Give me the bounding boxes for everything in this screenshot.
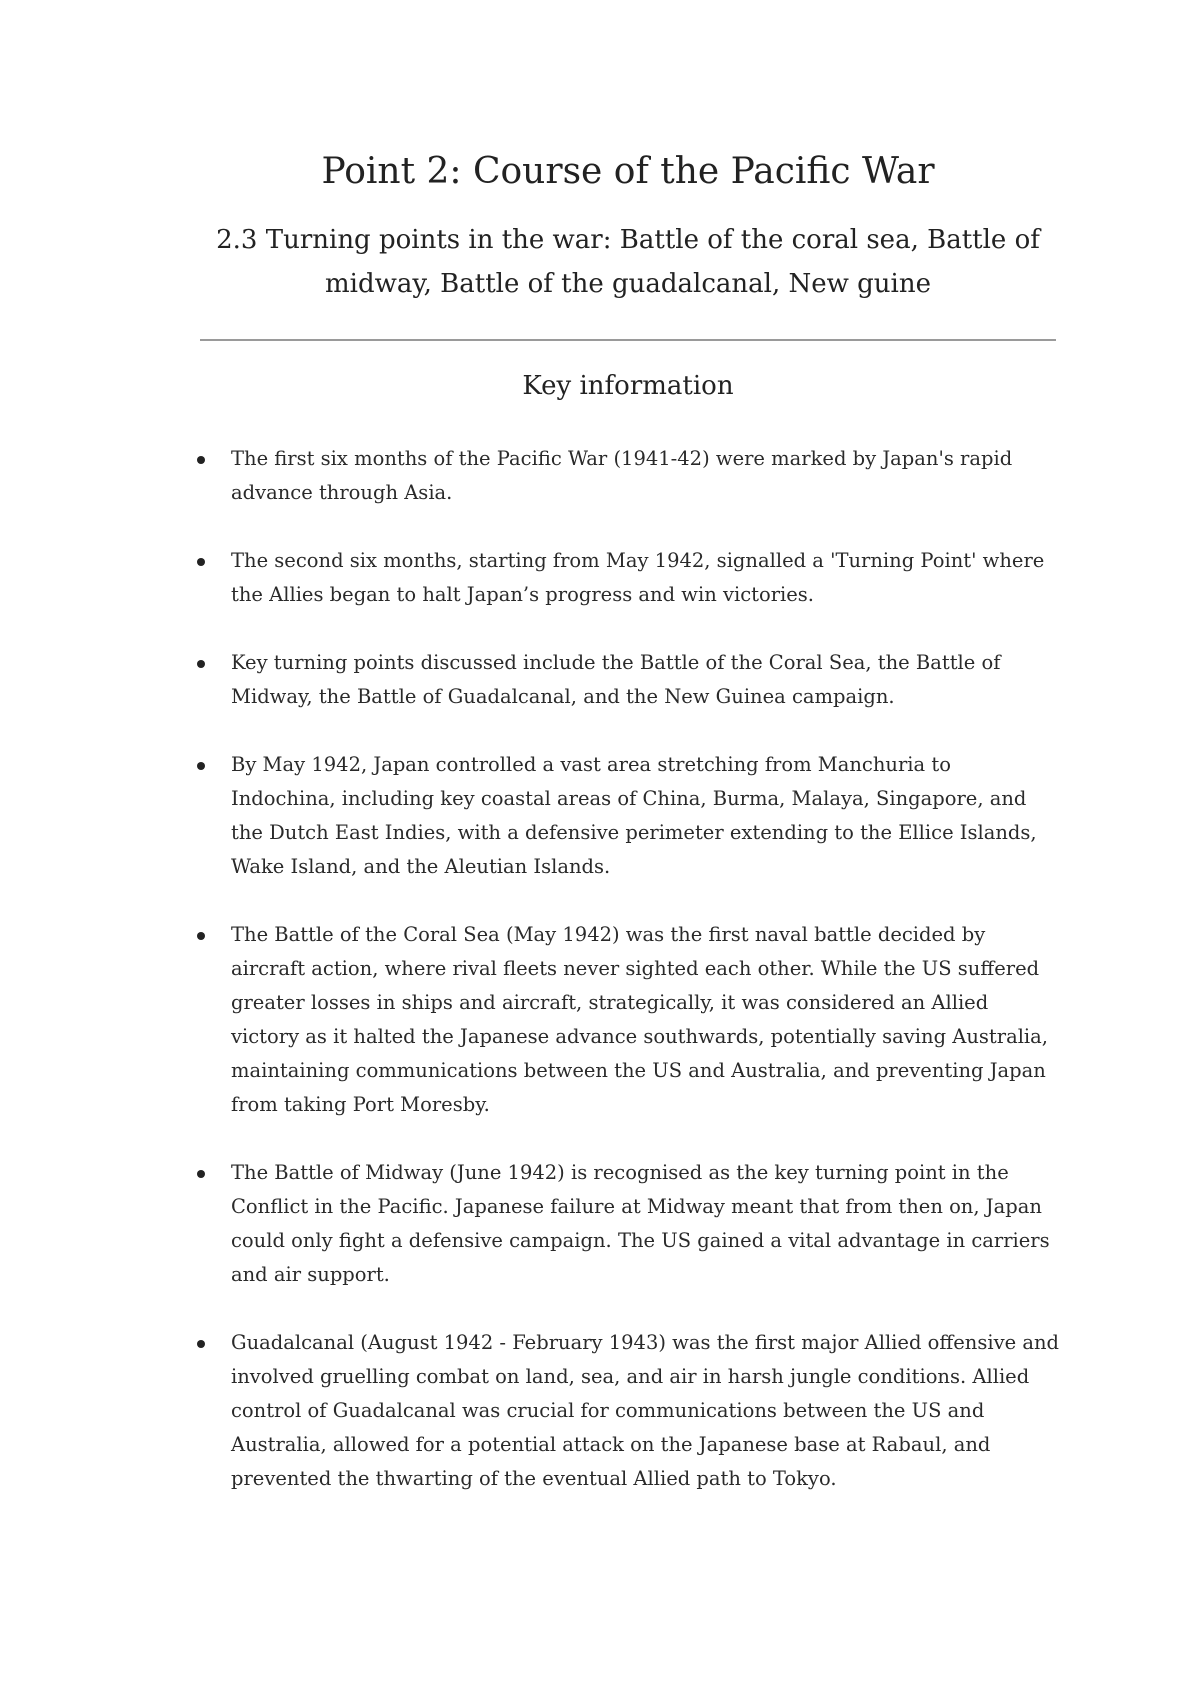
- list-item: [200, 442, 1060, 510]
- list-item: [200, 918, 1060, 1122]
- list-item: [200, 1156, 1060, 1292]
- key-information-list: [200, 442, 1060, 1530]
- horizontal-divider: [200, 339, 1056, 341]
- list-item-text: The first six months of the Pacific War (1941-42) were marked by Japan's rapid advance through Asia.: [231, 447, 1013, 504]
- section-heading: Key information: [522, 371, 734, 401]
- bullet-icon: [197, 660, 205, 668]
- list-item: [200, 544, 1060, 612]
- bullet-icon: [197, 558, 205, 566]
- bullet-icon: [197, 932, 205, 940]
- bullet-icon: [197, 1340, 205, 1348]
- list-item-text: Key turning points discussed include the Battle of the Coral Sea, the Battle of Midway, the Battle of Guadalcanal, and the New Guinea campaign.: [231, 651, 1001, 708]
- list-item-text: Guadalcanal (August 1942 - February 1943) was the first major Allied offensive and involved gruelling combat on land, sea, and air in harsh jungle conditions. Allied control of Guadalcanal was crucial for communications between the US and Australia, allowed for a potential attack on the Japanese base at Rabaul, and prevented the thwarting of the eventual Allied path to Tokyo.: [231, 1331, 1059, 1490]
- bullet-icon: [197, 762, 205, 770]
- bullet-icon: [197, 1170, 205, 1178]
- list-item-text: The Battle of the Coral Sea (May 1942) was the first naval battle decided by aircraft action, where rival fleets never sighted each other. While the US suffered greater losses in ships and aircraft, strategically, it was considered an Allied victory as it halted the Japanese advance southwards, potentially saving Australia, maintaining communications between the US and Australia, and preventing Japan from taking Port Moresby.: [231, 923, 1048, 1116]
- list-item-text: The second six months, starting from May 1942, signalled a 'Turning Point' where the Allies began to halt Japan’s progress and win victories.: [231, 549, 1045, 606]
- list-item-text: By May 1942, Japan controlled a vast area stretching from Manchuria to Indochina, including key coastal areas of China, Burma, Malaya, Singapore, and the Dutch East Indies, with a defensive perimeter extending to the Ellice Islands, Wake Island, and the Aleutian Islands.: [231, 753, 1037, 878]
- page-title: Point 2: Course of the Pacific War: [321, 151, 935, 192]
- list-item: [200, 1326, 1060, 1496]
- list-item: [200, 646, 1060, 714]
- page-subtitle: 2.3 Turning points in the war: Battle of the coral sea, Battle of midway, Battle of the guadalcanal, New guine: [216, 225, 1040, 299]
- bullet-icon: [197, 456, 205, 464]
- list-item-text: The Battle of Midway (June 1942) is recognised as the key turning point in the Conflict in the Pacific. Japanese failure at Midway meant that from then on, Japan could only fight a defensive campaign. The US gained a vital advantage in carriers and air support.: [231, 1161, 1050, 1286]
- list-item: [200, 748, 1060, 884]
